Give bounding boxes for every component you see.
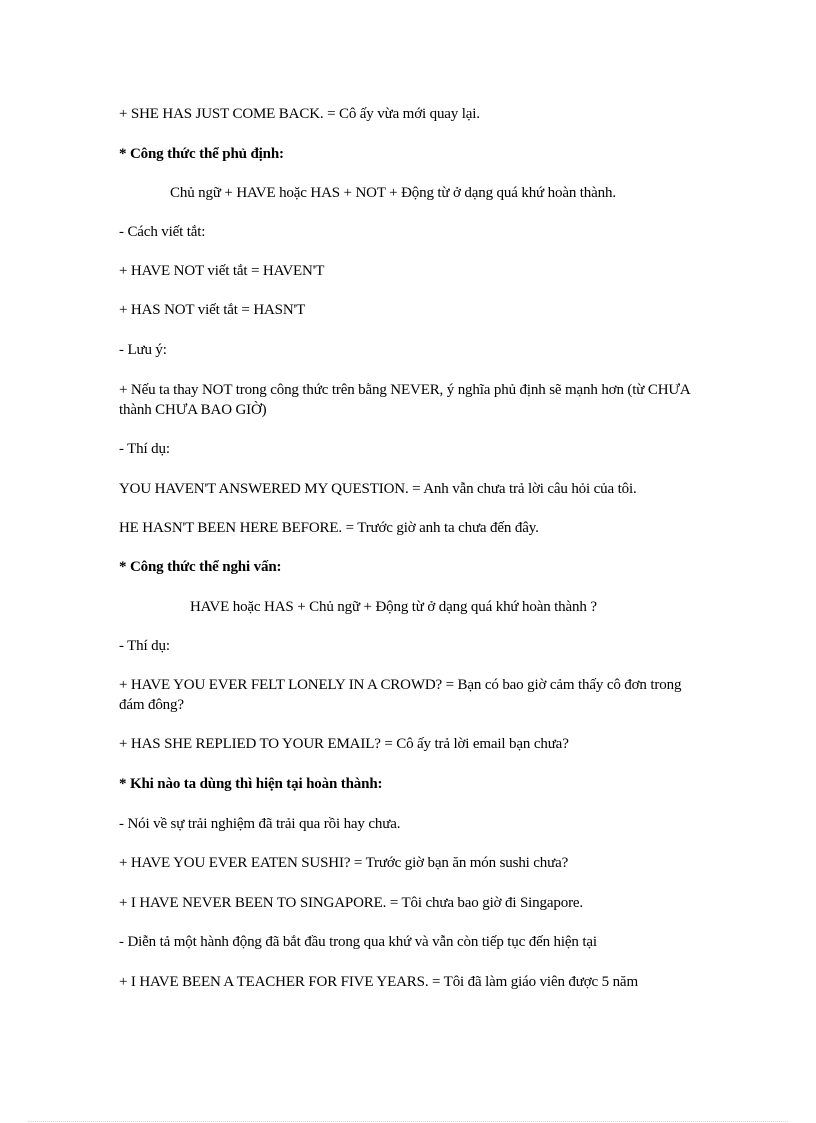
example-hasnt-been-here: HE HASN'T BEEN HERE BEFORE. = Trước giờ anh ta chưa đến đây. (119, 520, 539, 536)
abbreviation-havent: + HAVE NOT viết tắt = HAVEN'T (119, 263, 325, 279)
usage-continuing-action: - Diễn tả một hành động đã bắt đầu trong qua khứ và vẫn còn tiếp tục đến hiện tại (119, 934, 597, 950)
example-label-1: - Thí dụ: (119, 441, 170, 457)
note-never: + Nếu ta thay NOT trong công thức trên bằng NEVER, ý nghĩa phủ định sẽ mạnh hơn (từ CHƯA thành CHƯA BAO GIỜ) (119, 382, 690, 418)
question-formula: HAVE hoặc HAS + Chủ ngữ + Động từ ở dạng quá khứ hoàn thành ? (190, 599, 597, 615)
example-teacher-five-years: + I HAVE BEEN A TEACHER FOR FIVE YEARS. = Tôi đã làm giáo viên được 5 năm (119, 974, 638, 990)
negative-formula: Chủ ngữ + HAVE hoặc HAS + NOT + Động từ ở dạng quá khứ hoàn thành. (170, 185, 616, 201)
example-replied-email: + HAS SHE REPLIED TO YOUR EMAIL? = Cô ấy trả lời email bạn chưa? (119, 736, 569, 752)
example-felt-lonely: + HAVE YOU EVER FELT LONELY IN A CROWD? = Bạn có bao giờ cảm thấy cô đơn trong đám đông? (119, 677, 682, 713)
example-eaten-sushi: + HAVE YOU EVER EATEN SUSHI? = Trước giờ bạn ăn món sushi chưa? (119, 855, 569, 871)
example-label-2: - Thí dụ: (119, 638, 170, 654)
note-label: - Lưu ý: (119, 342, 167, 358)
heading-negative-form: * Công thức thể phủ định: (119, 146, 284, 162)
usage-experience: - Nói về sự trải nghiệm đã trải qua rồi hay chưa. (119, 816, 401, 832)
example-she-has-just-come-back: + SHE HAS JUST COME BACK. = Cô ấy vừa mới quay lại. (119, 106, 480, 122)
abbreviation-label: - Cách viết tắt: (119, 224, 206, 240)
heading-question-form: * Công thức thể nghi vấn: (119, 559, 282, 575)
page-bottom-divider (28, 1121, 788, 1122)
heading-when-to-use: * Khi nào ta dùng thì hiện tại hoàn thành: (119, 776, 383, 792)
example-never-been-singapore: + I HAVE NEVER BEEN TO SINGAPORE. = Tôi chưa bao giờ đi Singapore. (119, 895, 584, 911)
abbreviation-hasnt: + HAS NOT viết tắt = HASN'T (119, 302, 306, 318)
example-havent-answered: YOU HAVEN'T ANSWERED MY QUESTION. = Anh vẫn chưa trả lời câu hỏi của tôi. (119, 481, 637, 497)
